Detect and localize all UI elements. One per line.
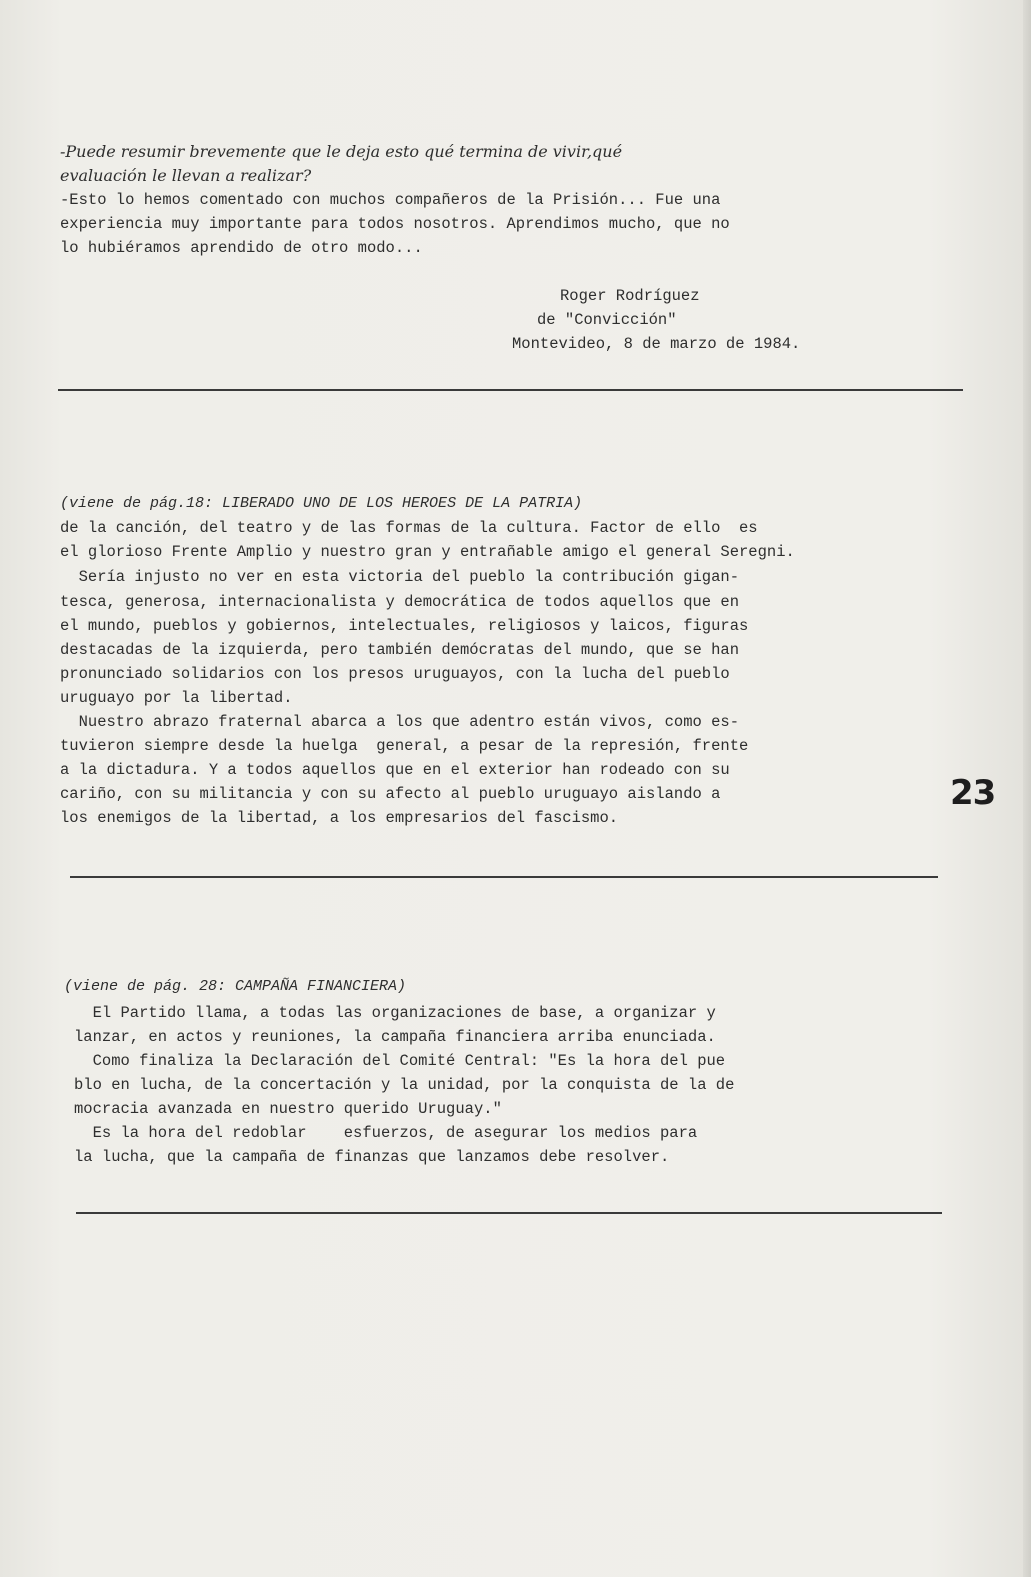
liberado-continuation-header: (viene de pág.18: LIBERADO UNO DE LOS HEROES DE LA PATRIA)	[60, 495, 583, 512]
section-divider-2	[70, 876, 938, 878]
section-divider-1	[58, 389, 963, 391]
liberado-line: de la canción, del teatro y de las formas de la cultura. Factor de ello es	[60, 519, 758, 537]
campana-line: la lucha, que la campaña de finanzas que lanzamos debe resolver.	[74, 1148, 670, 1166]
interview-answer-line-2: experiencia muy importante para todos nosotros. Aprendimos mucho, que no	[60, 215, 730, 233]
signature-name: Roger Rodríguez	[560, 287, 700, 305]
campana-line: Es la hora del redoblar esfuerzos, de asegurar los medios para	[74, 1124, 698, 1142]
campana-line: El Partido llama, a todas las organizaciones de base, a organizar y	[74, 1004, 716, 1022]
campana-line: Como finaliza la Declaración del Comité Central: "Es la hora del pue	[74, 1052, 726, 1070]
liberado-line: destacadas de la izquierda, pero también demócratas del mundo, que se han	[60, 641, 740, 659]
liberado-line: el mundo, pueblos y gobiernos, intelectuales, religiosos y laicos, figuras	[60, 617, 749, 635]
liberado-line: uruguayo por la libertad.	[60, 689, 293, 707]
liberado-line: los enemigos de la libertad, a los empresarios del fascismo.	[60, 809, 619, 827]
interview-answer-line-1: -Esto lo hemos comentado con muchos compañeros de la Prisión... Fue una	[60, 191, 721, 209]
campana-continuation-header: (viene de pág. 28: CAMPAÑA FINANCIERA)	[64, 978, 407, 995]
liberado-line: cariño, con su militancia y con su afecto al pueblo uruguayo aislando a	[60, 785, 721, 803]
signature-organization: de "Convicción"	[537, 311, 677, 329]
interview-answer-line-3: lo hubiéramos aprendido de otro modo...	[60, 239, 423, 257]
section-divider-3	[76, 1212, 942, 1214]
interview-question-line-1: -Puede resumir brevemente que le deja esto qué termina de vivir,qué	[60, 142, 623, 161]
campana-line: mocracia avanzada en nuestro querido Uruguay."	[74, 1100, 502, 1118]
liberado-line: Sería injusto no ver en esta victoria del pueblo la contribución gigan-	[60, 568, 740, 586]
interview-question-line-2: evaluación le llevan a realizar?	[60, 166, 312, 185]
liberado-line: pronunciado solidarios con los presos uruguayos, con la lucha del pueblo	[60, 665, 730, 683]
liberado-line: Nuestro abrazo fraternal abarca a los que adentro están vivos, como es-	[60, 713, 740, 731]
campana-line: lanzar, en actos y reuniones, la campaña financiera arriba enunciada.	[74, 1028, 716, 1046]
campana-line: blo en lucha, de la concertación y la unidad, por la conquista de la de	[74, 1076, 735, 1094]
page-number: 23	[950, 773, 996, 813]
liberado-line: el glorioso Frente Amplio y nuestro gran y entrañable amigo el general Seregni.	[60, 543, 795, 561]
liberado-line: a la dictadura. Y a todos aquellos que en el exterior han rodeado con su	[60, 761, 730, 779]
liberado-line: tesca, generosa, internacionalista y democrática de todos aquellos que en	[60, 593, 740, 611]
signature-place-date: Montevideo, 8 de marzo de 1984.	[512, 335, 801, 353]
liberado-line: tuvieron siempre desde la huelga general, a pesar de la represión, frente	[60, 737, 749, 755]
